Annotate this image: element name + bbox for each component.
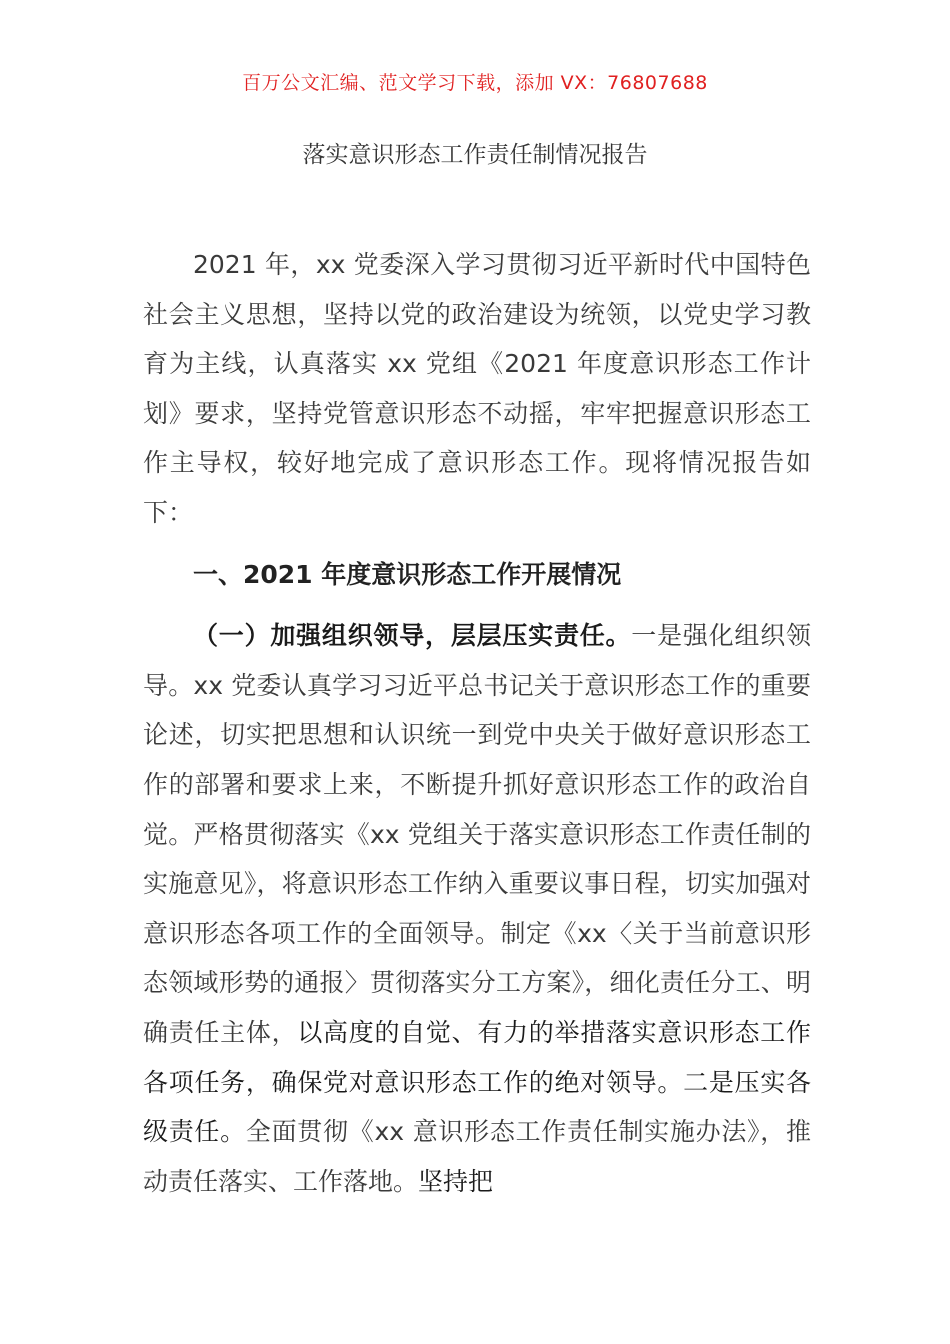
subsection-text-d: 坚持把 <box>418 1166 494 1196</box>
document-title: 落实意识形态工作责任制情况报告 <box>302 142 648 168</box>
subsection-paragraph <box>143 611 811 1206</box>
subsection-text-a: 一是强化组织领导。xx 党委认真学习习近平总书记关于意识形态工作的重要论述，切实把思想和认识统一到党中央关于做好意识形态工作的部署和要求上来，不断提升抓好意识形态工作的政治自觉。严格贯彻落实《xx 党组关于落实意识形态工作责任制的实施意见》，将意识形态工作纳入重要议事日程，切实加强对意识形态各项工作的全面领导。制定《xx〈关于当前意识形态领域形势的通报〉贯彻落实分工方案》，细化责任分工、明确责任主体， <box>143 621 811 1047</box>
subsection-lead: （一）加强组织领导，层层压实责任。 <box>193 621 632 651</box>
promo-banner: 百万公文汇编、范文学习下载，添加 VX：76807688 <box>242 72 708 94</box>
section-heading: 一、2021 年度意识形态工作开展情况 <box>193 559 622 589</box>
subsection-text-b: 以高度的自觉、有力的举措落实意识形态工作各项任务，确保党对意识形态工作的绝对领导。二是压实各级责任。 <box>143 1017 811 1147</box>
document-body <box>143 240 811 1206</box>
subsection-text-c: 全面贯彻《xx 意识形态工作责任制实施办法》，推动责任落实、工作落地。 <box>143 1117 811 1196</box>
intro-paragraph: 2021 年，xx 党委深入学习贯彻习近平新时代中国特色社会主义思想，坚持以党的政治建设为统领，以党史学习教育为主线，认真落实 xx 党组《2021 年度意识形态工作计划》要求，坚持党管意识形态不动摇，牢牢把握意识形态工作主导权，较好地完成了意识形态工作。现将情况报告如下： <box>143 250 811 527</box>
